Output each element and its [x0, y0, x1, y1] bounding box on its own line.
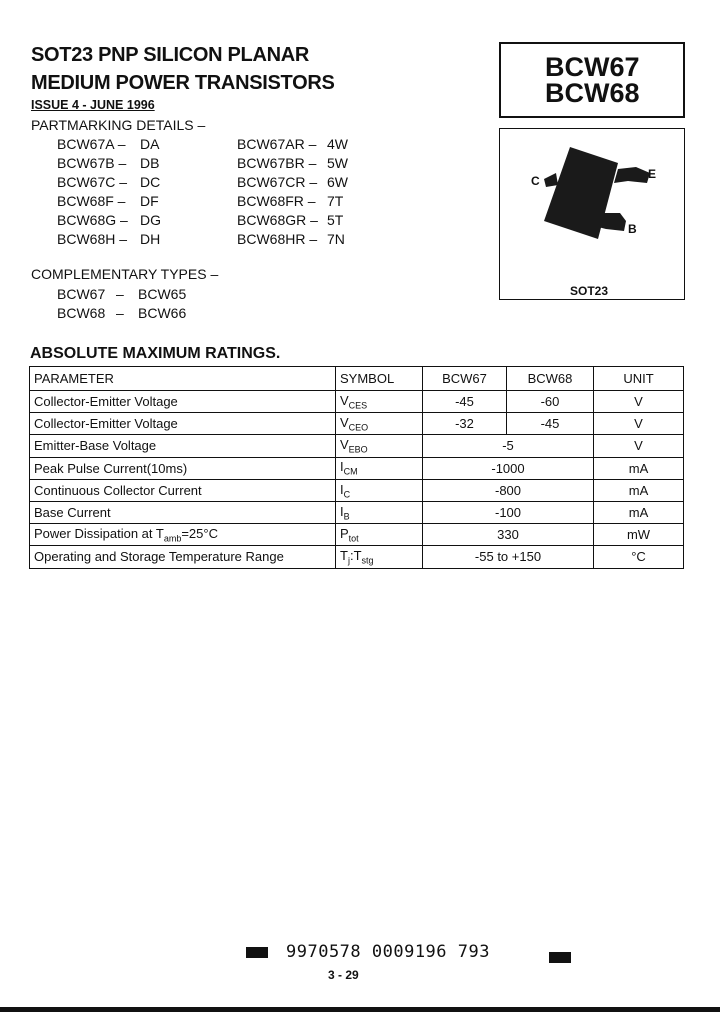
partmarking-row: [237, 136, 348, 155]
symbol-subscript: j: [347, 555, 350, 566]
partmarking-part: BCW68F –: [57, 193, 126, 209]
symbol-subscript: CES: [348, 400, 368, 411]
symbol-cell: [336, 391, 423, 413]
shared-value-cell: -5: [423, 435, 594, 457]
partmarking-mark: DC: [140, 174, 161, 190]
symbol-subscript: B: [343, 511, 350, 522]
parameter-cell: Emitter-Base Voltage: [30, 435, 336, 457]
symbol-main: I: [340, 503, 344, 519]
column-header-unit: UNIT: [594, 367, 684, 391]
issue-date: ISSUE 4 - JUNE 1996: [31, 98, 155, 112]
column-header-parameter: PARAMETER: [30, 367, 336, 391]
shared-value-cell: -1000: [423, 457, 594, 479]
partmarking-mark: 5W: [327, 155, 348, 171]
symbol-main: P: [340, 525, 349, 541]
table-row: [30, 479, 684, 501]
partmarking-mark: 7N: [327, 231, 345, 247]
emitter-lead: [614, 167, 650, 183]
parameter-cell: Peak Pulse Current(10ms): [30, 457, 336, 479]
table-row: [30, 435, 684, 457]
partmarking-part: BCW67AR –: [237, 136, 317, 152]
shared-value-cell: -800: [423, 479, 594, 501]
symbol-cell: [336, 501, 423, 523]
symbol-cell: [336, 413, 423, 435]
partmarking-mark: DF: [140, 193, 159, 209]
partmarking-part: BCW68G –: [57, 212, 128, 228]
symbol-second-subscript: stg: [361, 555, 374, 566]
partmarking-mark: 4W: [327, 136, 348, 152]
page-number: 3 - 29: [328, 968, 359, 982]
shared-value-cell: 330: [423, 524, 594, 546]
complementary-list: [57, 286, 187, 324]
table-row: [30, 546, 684, 568]
package-label: SOT23: [570, 284, 609, 298]
symbol-subscript: CEO: [348, 422, 369, 433]
partmarking-mark: DH: [140, 231, 161, 247]
column-header-bcw68: BCW68: [507, 367, 594, 391]
table-row: [30, 391, 684, 413]
sot23-package-drawing: [500, 129, 684, 299]
complementary-row: [57, 286, 187, 305]
partmarking-part: BCW67C –: [57, 174, 128, 190]
ratings-heading: ABSOLUTE MAXIMUM RATINGS.: [30, 345, 281, 362]
partmarking-row: [237, 212, 344, 231]
unit-cell: mA: [594, 457, 684, 479]
parameter-cell: Collector-Emitter Voltage: [30, 413, 336, 435]
partmarking-part: BCW68H –: [57, 231, 128, 247]
unit-cell: V: [594, 413, 684, 435]
partmarking-part: BCW67BR –: [237, 155, 317, 171]
unit-cell: mW: [594, 524, 684, 546]
symbol-main: T: [340, 548, 348, 564]
symbol-cell: [336, 479, 423, 501]
parameter-text-end: =25°C: [181, 525, 218, 541]
partmarking-row: [237, 231, 345, 250]
partmarking-row: [237, 193, 344, 212]
partmarking-part: BCW67CR –: [237, 174, 318, 190]
column-header-symbol: SYMBOL: [336, 367, 423, 391]
unit-cell: mA: [594, 501, 684, 523]
complementary-comp: BCW66: [138, 305, 187, 321]
partmarking-row: [57, 136, 160, 155]
collector-lead: [544, 173, 558, 187]
symbol-main: V: [340, 414, 349, 430]
barcode-text: 9970578 0009196 793: [286, 942, 490, 962]
partmarking-heading: PARTMARKING DETAILS –: [31, 117, 206, 133]
complementary-row: [57, 305, 187, 324]
title-line-1: SOT23 PNP SILICON PLANAR: [31, 44, 310, 66]
complementary-dash: –: [116, 286, 124, 302]
partmarking-mark: DB: [140, 155, 160, 171]
parameter-text: Power Dissipation at T: [34, 525, 164, 541]
symbol-subscript: CM: [343, 466, 358, 477]
table-row: [30, 457, 684, 479]
bottom-edge-bar: [0, 1007, 720, 1012]
unit-cell: V: [594, 435, 684, 457]
base-lead: [598, 213, 626, 231]
partmarking-mark: DA: [140, 136, 160, 152]
title-line-2: MEDIUM POWER TRANSISTORS: [31, 72, 335, 94]
package-box: [499, 128, 685, 300]
barcode-left-block: [246, 947, 268, 958]
parameter-cell: Base Current: [30, 501, 336, 523]
unit-cell: °C: [594, 546, 684, 568]
partmarking-row: [57, 155, 160, 174]
partmarking-row: [57, 212, 161, 231]
partmarking-row: [57, 193, 159, 212]
pin-e-label: E: [648, 167, 657, 181]
pin-b-label: B: [628, 222, 637, 236]
parameter-cell: Continuous Collector Current: [30, 479, 336, 501]
part-number-1: BCW67: [545, 52, 640, 82]
bcw67-value-cell: -32: [423, 413, 507, 435]
partmarking-row: [57, 231, 161, 250]
partmarking-part: BCW67B –: [57, 155, 127, 171]
partmarking-mark: 7T: [327, 193, 344, 209]
symbol-cell: [336, 457, 423, 479]
table-row: [30, 413, 684, 435]
symbol-cell: [336, 435, 423, 457]
table-row: [30, 524, 684, 546]
ratings-table: [29, 366, 684, 569]
partmarking-part: BCW68HR –: [237, 231, 318, 247]
partmarking-mark: 5T: [327, 212, 344, 228]
complementary-part: BCW68: [57, 305, 106, 321]
table-row: [30, 501, 684, 523]
symbol-cell: [336, 546, 423, 568]
symbol-cell: [336, 524, 423, 546]
shared-value-cell: -55 to +150: [423, 546, 594, 568]
partmarking-mark: 6W: [327, 174, 348, 190]
parameter-cell: [30, 524, 336, 546]
unit-cell: V: [594, 391, 684, 413]
complementary-heading: COMPLEMENTARY TYPES –: [31, 266, 219, 282]
table-header-row: [30, 367, 684, 391]
partmarking-left-column: [57, 136, 161, 250]
partmarking-row: [57, 174, 161, 193]
partmarking-right-column: [237, 136, 348, 250]
bcw68-value-cell: -60: [507, 391, 594, 413]
symbol-main: I: [340, 481, 344, 497]
column-header-bcw67: BCW67: [423, 367, 507, 391]
part-number-box: [499, 42, 685, 118]
symbol-subscript: C: [343, 489, 351, 500]
parameter-subscript: amb: [163, 533, 182, 544]
parameter-cell: Collector-Emitter Voltage: [30, 391, 336, 413]
symbol-subscript: tot: [348, 533, 359, 544]
partmarking-part: BCW68FR –: [237, 193, 316, 209]
symbol-second: :T: [349, 548, 362, 564]
symbol-main: V: [340, 437, 349, 453]
part-number-2: BCW68: [545, 78, 640, 108]
partmarking-mark: DG: [140, 212, 161, 228]
partmarking-row: [237, 155, 348, 174]
partmarking-row: [237, 174, 348, 193]
parameter-cell: Operating and Storage Temperature Range: [30, 546, 336, 568]
symbol-main: I: [340, 459, 344, 475]
symbol-subscript: EBO: [348, 444, 368, 455]
complementary-dash: –: [116, 305, 124, 321]
barcode-right-block: [549, 952, 571, 963]
pin-c-label: C: [531, 174, 540, 188]
shared-value-cell: -100: [423, 501, 594, 523]
complementary-comp: BCW65: [138, 286, 187, 302]
partmarking-part: BCW68GR –: [237, 212, 318, 228]
bcw67-value-cell: -45: [423, 391, 507, 413]
symbol-main: V: [340, 392, 349, 408]
partmarking-part: BCW67A –: [57, 136, 126, 152]
complementary-part: BCW67: [57, 286, 106, 302]
bcw68-value-cell: -45: [507, 413, 594, 435]
unit-cell: mA: [594, 479, 684, 501]
